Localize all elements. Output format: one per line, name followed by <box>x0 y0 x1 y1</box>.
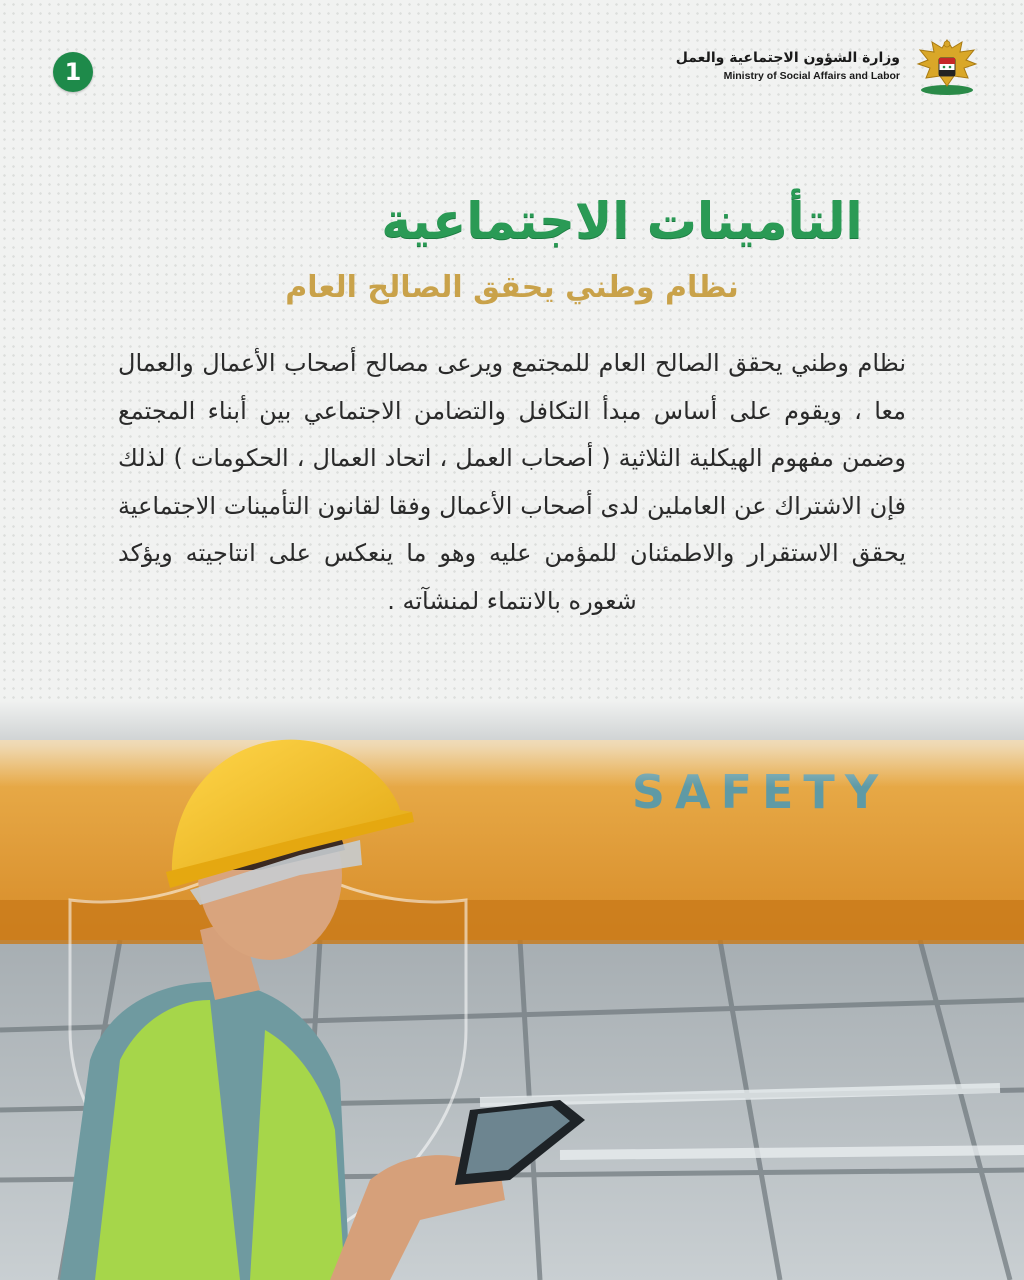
ministry-name-ar: وزارة الشؤون الاجتماعية والعمل <box>675 50 900 67</box>
ministry-logo <box>676 34 980 98</box>
body-paragraph: نظام وطني يحقق الصالح العام للمجتمع ويرعى مصالح أصحاب الأعمال والعمال معا ، ويقوم على أساس مبدأ التكافل والتضامن الاجتماعي بين أبناء المجتمع وضمن مفهوم الهيكلية الثلاثية ( أصحاب العمل ، اتحاد العمال ، الحكومات ) لذلك فإن الاشتراك عن العاملين لدى أصحاب الأعمال وفقا لقانون التأمينات الاجتماعية يحقق الاستقرار والاطمئنان للمؤمن عليه وهو ما ينعكس على انتاجيته ويؤكد شعوره بالانتماء لمنشآته . <box>118 349 906 615</box>
worker-photo <box>0 700 1024 1280</box>
ministry-name-en: Ministry of Social Affairs and Labor <box>723 69 900 82</box>
ministry-name <box>676 50 900 81</box>
page-title: التأمينات الاجتماعية <box>381 192 863 250</box>
page-number-badge: 1 <box>53 52 93 92</box>
eagle-emblem-icon <box>914 34 980 98</box>
page-subtitle: نظام وطني يحقق الصالح العام <box>285 270 739 305</box>
